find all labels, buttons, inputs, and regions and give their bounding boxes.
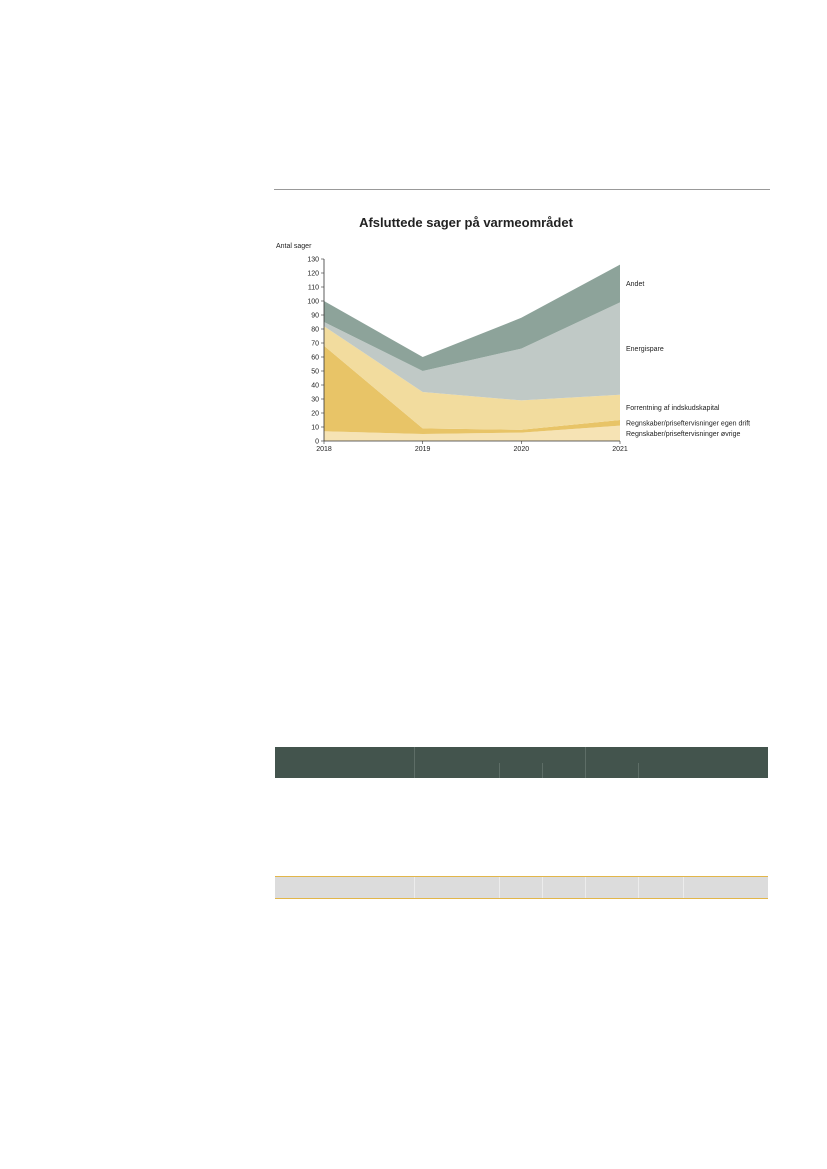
table-header — [275, 747, 768, 778]
y-tick-label: 0 — [315, 438, 319, 446]
y-tick-label: 50 — [311, 368, 319, 376]
y-tick-label: 110 — [307, 284, 319, 292]
y-tick-label: 20 — [311, 410, 319, 418]
x-tick-label: 2018 — [316, 446, 332, 453]
x-tick-label: 2019 — [414, 446, 431, 453]
data-table — [275, 747, 768, 778]
series-label-regnskaber-priseftervisninger-egen-drift: Regnskaber/priseftervisninger egen drift — [626, 420, 751, 428]
y-tick-label: 100 — [307, 298, 319, 306]
series-label-regnskaber-priseftervisninger-vrige: Regnskaber/priseftervisninger øvrige — [626, 430, 741, 438]
series-label-energispare: Energispare — [626, 346, 664, 354]
y-tick-label: 80 — [311, 326, 319, 334]
y-tick-label: 40 — [311, 382, 319, 390]
y-tick-label: 10 — [311, 424, 319, 432]
y-tick-label: 30 — [311, 396, 319, 404]
x-tick-label: 2021 — [612, 446, 628, 453]
y-tick-label: 130 — [307, 256, 319, 264]
series-label-forrentning-af-indskudskapital: Forrentning af indskudskapital — [626, 404, 720, 412]
series-labels — [626, 281, 750, 438]
area-layers — [324, 265, 620, 441]
chart-title: Afsluttede sager på varmeområdet — [359, 215, 573, 230]
y-axis-label: Antal sager — [276, 243, 312, 250]
x-tick-label: 2020 — [513, 446, 530, 453]
top-rule — [274, 189, 770, 190]
series-label-andet: Andet — [626, 281, 645, 288]
y-tick-label: 60 — [311, 354, 319, 362]
y-tick-label: 70 — [311, 340, 319, 348]
y-tick-label: 90 — [311, 312, 319, 320]
stacked-area-chart — [274, 236, 774, 461]
table-total-row — [275, 876, 768, 899]
y-tick-label: 120 — [307, 270, 319, 278]
